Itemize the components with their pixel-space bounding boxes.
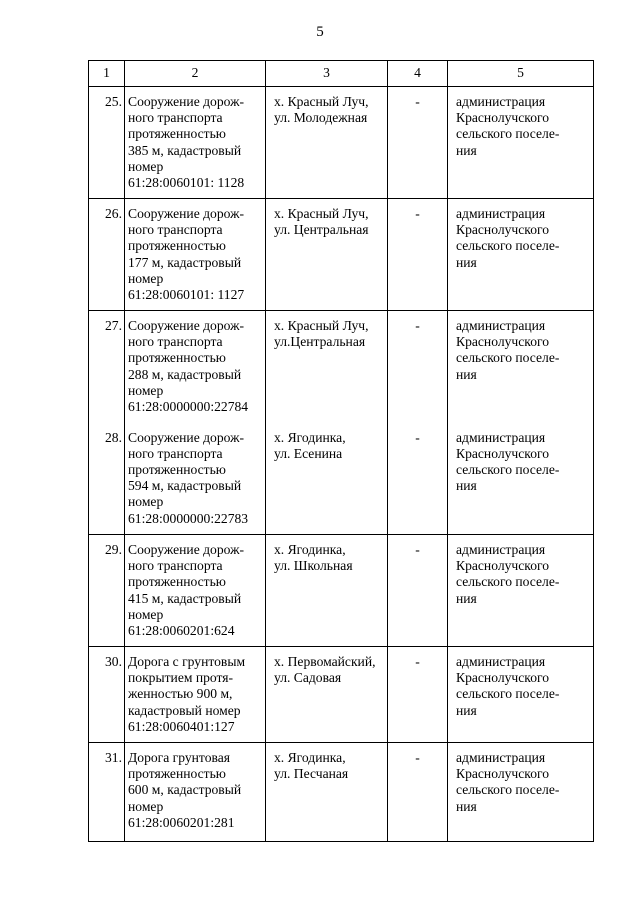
object-description: Дорога с грунтовым покрытием протя- женностью 900 м, кадастровый номер 61:28:0060401:127 [125, 647, 266, 743]
object-description: Сооружение дорож- ного транспорта протяженностью 288 м, кадастровый номер 61:28:0000000:22784 [125, 311, 266, 423]
table-row [89, 199, 594, 311]
object-description: Дорога грунтовая протяженностью 600 м, кадастровый номер 61:28:0060201:281 [125, 743, 266, 842]
row-number: 27. [89, 311, 125, 423]
column-header: 5 [448, 61, 594, 87]
object-owner: администрация Краснолучского сельского поселе- ния [448, 647, 594, 743]
object-area: - [388, 87, 448, 199]
table-row [89, 647, 594, 743]
object-owner: администрация Краснолучского сельского поселе- ния [448, 743, 594, 842]
row-number: 29. [89, 535, 125, 647]
object-owner: администрация Краснолучского сельского поселе- ния [448, 199, 594, 311]
object-address: х. Красный Луч, ул. Молодежная [266, 87, 388, 199]
object-address: х. Ягодинка, ул. Школьная [266, 535, 388, 647]
object-owner: администрация Краснолучского сельского поселе- ния [448, 535, 594, 647]
object-area: - [388, 423, 448, 535]
column-header: 3 [266, 61, 388, 87]
object-area: - [388, 647, 448, 743]
page-number: 5 [316, 24, 324, 40]
table-row [89, 311, 594, 423]
table-body [89, 87, 594, 842]
row-number: 31. [89, 743, 125, 842]
column-header: 1 [89, 61, 125, 87]
row-number: 28. [89, 423, 125, 535]
object-description: Сооружение дорож- ного транспорта протяженностью 177 м, кадастровый номер 61:28:0060101: 1127 [125, 199, 266, 311]
row-number: 25. [89, 87, 125, 199]
object-area: - [388, 311, 448, 423]
object-owner: администрация Краснолучского сельского поселе- ния [448, 423, 594, 535]
table-header-row [89, 61, 594, 87]
column-header: 2 [125, 61, 266, 87]
row-number: 26. [89, 199, 125, 311]
table-row [89, 423, 594, 535]
object-area: - [388, 535, 448, 647]
object-owner: администрация Краснолучского сельского поселе- ния [448, 87, 594, 199]
object-description: Сооружение дорож- ного транспорта протяженностью 385 м, кадастровый номер 61:28:0060101: 1128 [125, 87, 266, 199]
column-header: 4 [388, 61, 448, 87]
object-address: х. Ягодинка, ул. Песчаная [266, 743, 388, 842]
object-address: х. Ягодинка, ул. Есенина [266, 423, 388, 535]
object-address: х. Красный Луч, ул. Центральная [266, 199, 388, 311]
object-area: - [388, 199, 448, 311]
object-address: х. Красный Луч, ул.Центральная [266, 311, 388, 423]
table-row [89, 87, 594, 199]
table-row [89, 535, 594, 647]
row-number: 30. [89, 647, 125, 743]
property-table [88, 60, 594, 842]
object-area: - [388, 743, 448, 842]
object-owner: администрация Краснолучского сельского поселе- ния [448, 311, 594, 423]
table-row [89, 743, 594, 842]
object-description: Сооружение дорож- ного транспорта протяженностью 415 м, кадастровый номер 61:28:0060201:624 [125, 535, 266, 647]
object-description: Сооружение дорож- ного транспорта протяженностью 594 м, кадастровый номер 61:28:0000000:22783 [125, 423, 266, 535]
object-address: х. Первомайский, ул. Садовая [266, 647, 388, 743]
